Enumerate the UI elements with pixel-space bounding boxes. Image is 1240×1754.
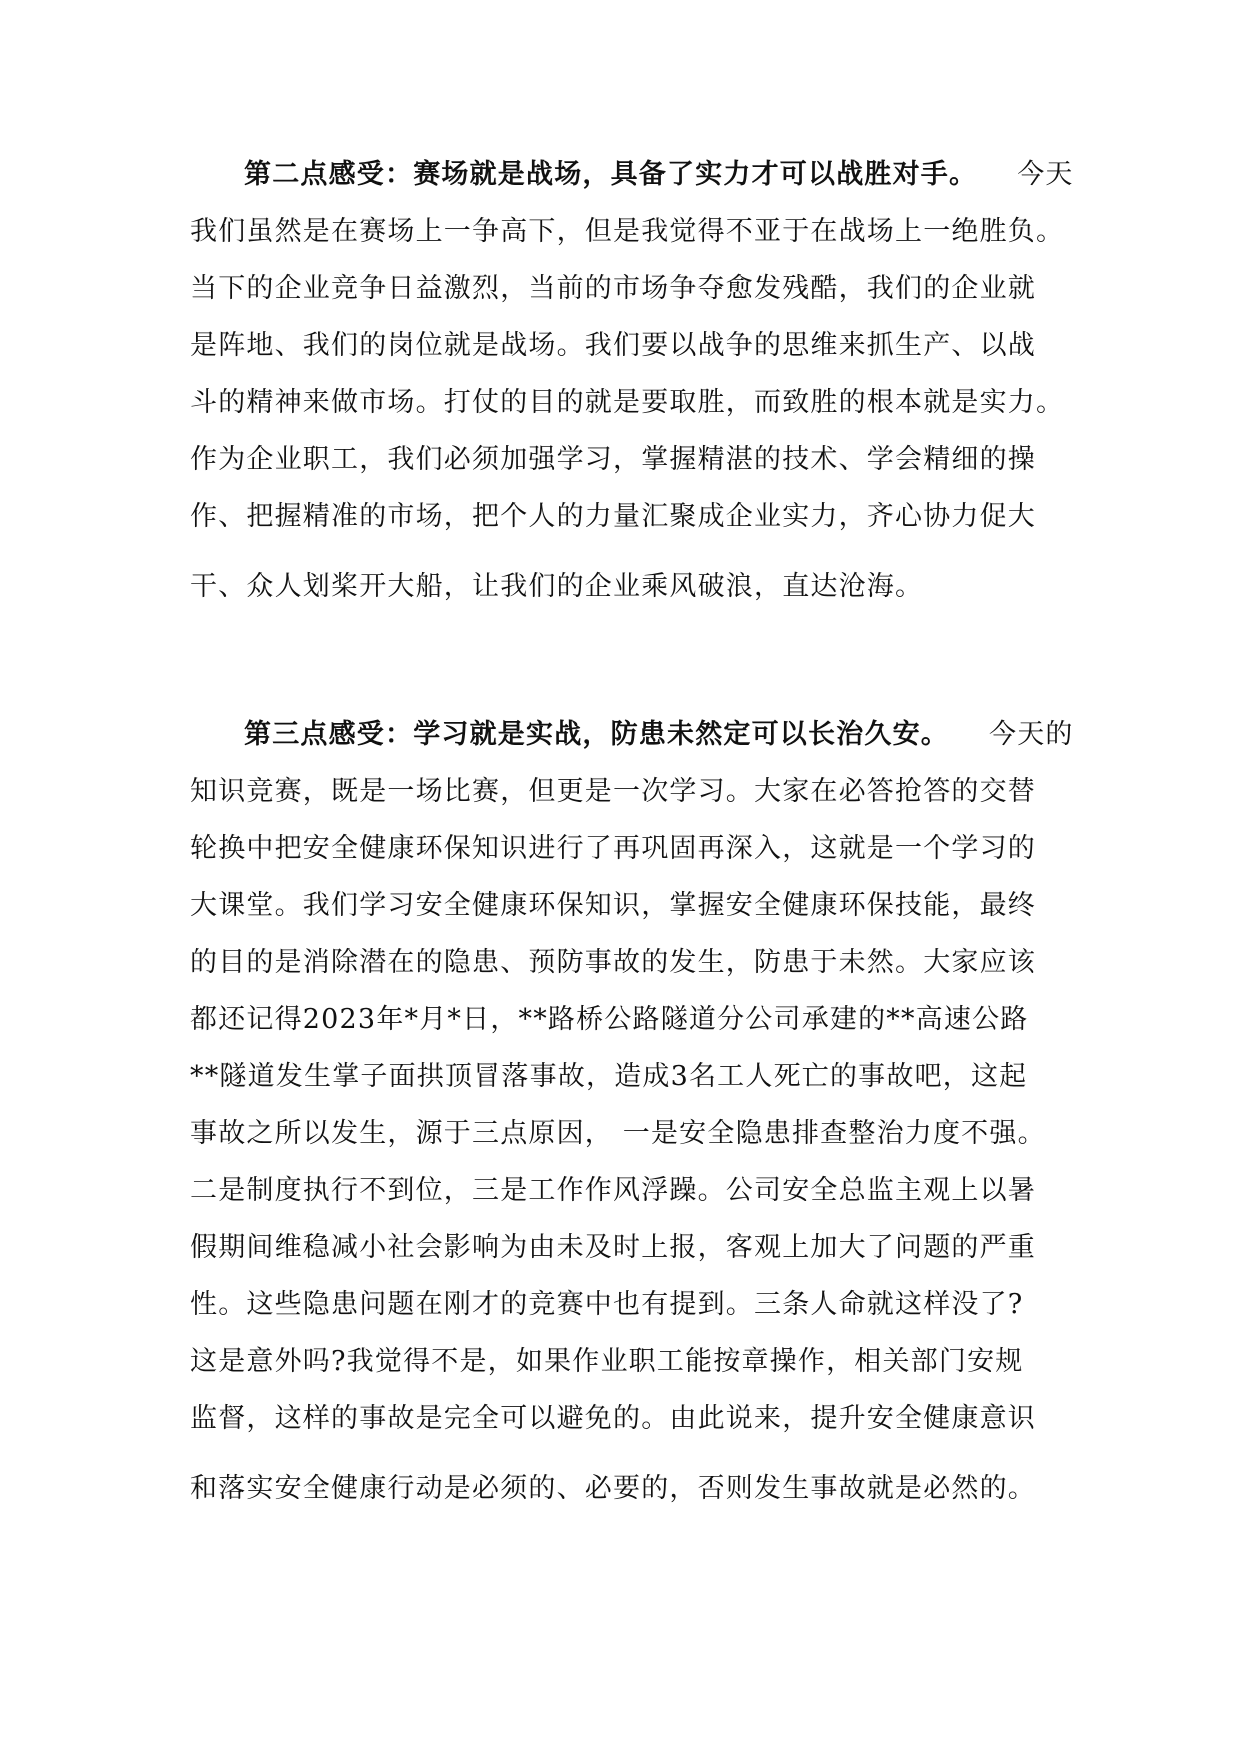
- paragraph-line: 大课堂。我们学习安全健康环保知识，掌握安全健康环保技能，最终: [190, 890, 1036, 921]
- paragraph-third-feeling: [190, 718, 1074, 1506]
- paragraph-line: 斗的精神来做市场。打仗的目的就是要取胜，而致胜的根本就是实力。: [190, 387, 1065, 418]
- paragraph-line: 轮换中把安全健康环保知识进行了再巩固再深入，这就是一个学习的: [190, 833, 1036, 864]
- paragraph-line: **隧道发生掌子面拱顶冒落事故，造成3名工人死亡的事故吧，这起: [190, 1061, 1028, 1092]
- paragraph-line: 假期间维稳减小社会影响为由未及时上报，客观上加大了问题的严重: [190, 1232, 1036, 1263]
- paragraph-line: 干、众人划桨开大船，让我们的企业乘风破浪，直达沧海。: [190, 571, 924, 602]
- paragraph-heading: 第三点感受：学习就是实战，防患未然定可以长治久安。: [244, 719, 949, 750]
- paragraph-line: 知识竞赛，既是一场比赛，但更是一次学习。大家在必答抢答的交替: [190, 776, 1036, 807]
- paragraph-line: 这是意外吗?我觉得不是，如果作业职工能按章操作，相关部门安规: [190, 1346, 1024, 1377]
- paragraph-line: 作为企业职工，我们必须加强学习，掌握精湛的技术、学会精细的操: [190, 444, 1036, 475]
- paragraph-first-line: [190, 718, 1074, 752]
- paragraph-line: 和落实安全健康行动是必须的、必要的，否则发生事故就是必然的。: [190, 1473, 1036, 1504]
- paragraph-line: 二是制度执行不到位，三是工作作风浮躁。公司安全总监主观上以暑: [190, 1175, 1036, 1206]
- paragraph-line: 事故之所以发生，源于三点原因， 一是安全隐患排查整治力度不强。: [190, 1118, 1046, 1149]
- paragraph-line: 是阵地、我们的岗位就是战场。我们要以战争的思维来抓生产、以战: [190, 330, 1036, 361]
- paragraph-text: 今天: [1017, 159, 1074, 190]
- paragraph-line: 当下的企业竞争日益激烈，当前的市场争夺愈发残酷，我们的企业就: [190, 273, 1036, 304]
- paragraph-heading: 第二点感受：赛场就是战场，具备了实力才可以战胜对手。: [244, 159, 978, 190]
- paragraph-second-feeling: [190, 158, 1074, 604]
- paragraph-line: 我们虽然是在赛场上一争高下，但是我觉得不亚于在战场上一绝胜负。: [190, 216, 1065, 247]
- paragraph-first-line: [190, 158, 1074, 192]
- paragraph-text: 今天的: [989, 719, 1074, 750]
- paragraph-line: 都还记得2023年*月*日，**路桥公路隧道分公司承建的**高速公路: [190, 1004, 1029, 1035]
- paragraph-line: 性。这些隐患问题在刚才的竞赛中也有提到。三条人命就这样没了?: [190, 1289, 1024, 1320]
- paragraph-line: 监督，这样的事故是完全可以避免的。由此说来，提升安全健康意识: [190, 1403, 1036, 1434]
- paragraph-line: 的目的是消除潜在的隐患、预防事故的发生，防患于未然。大家应该: [190, 947, 1036, 978]
- paragraph-line: 作、把握精准的市场，把个人的力量汇聚成企业实力，齐心协力促大: [190, 501, 1036, 532]
